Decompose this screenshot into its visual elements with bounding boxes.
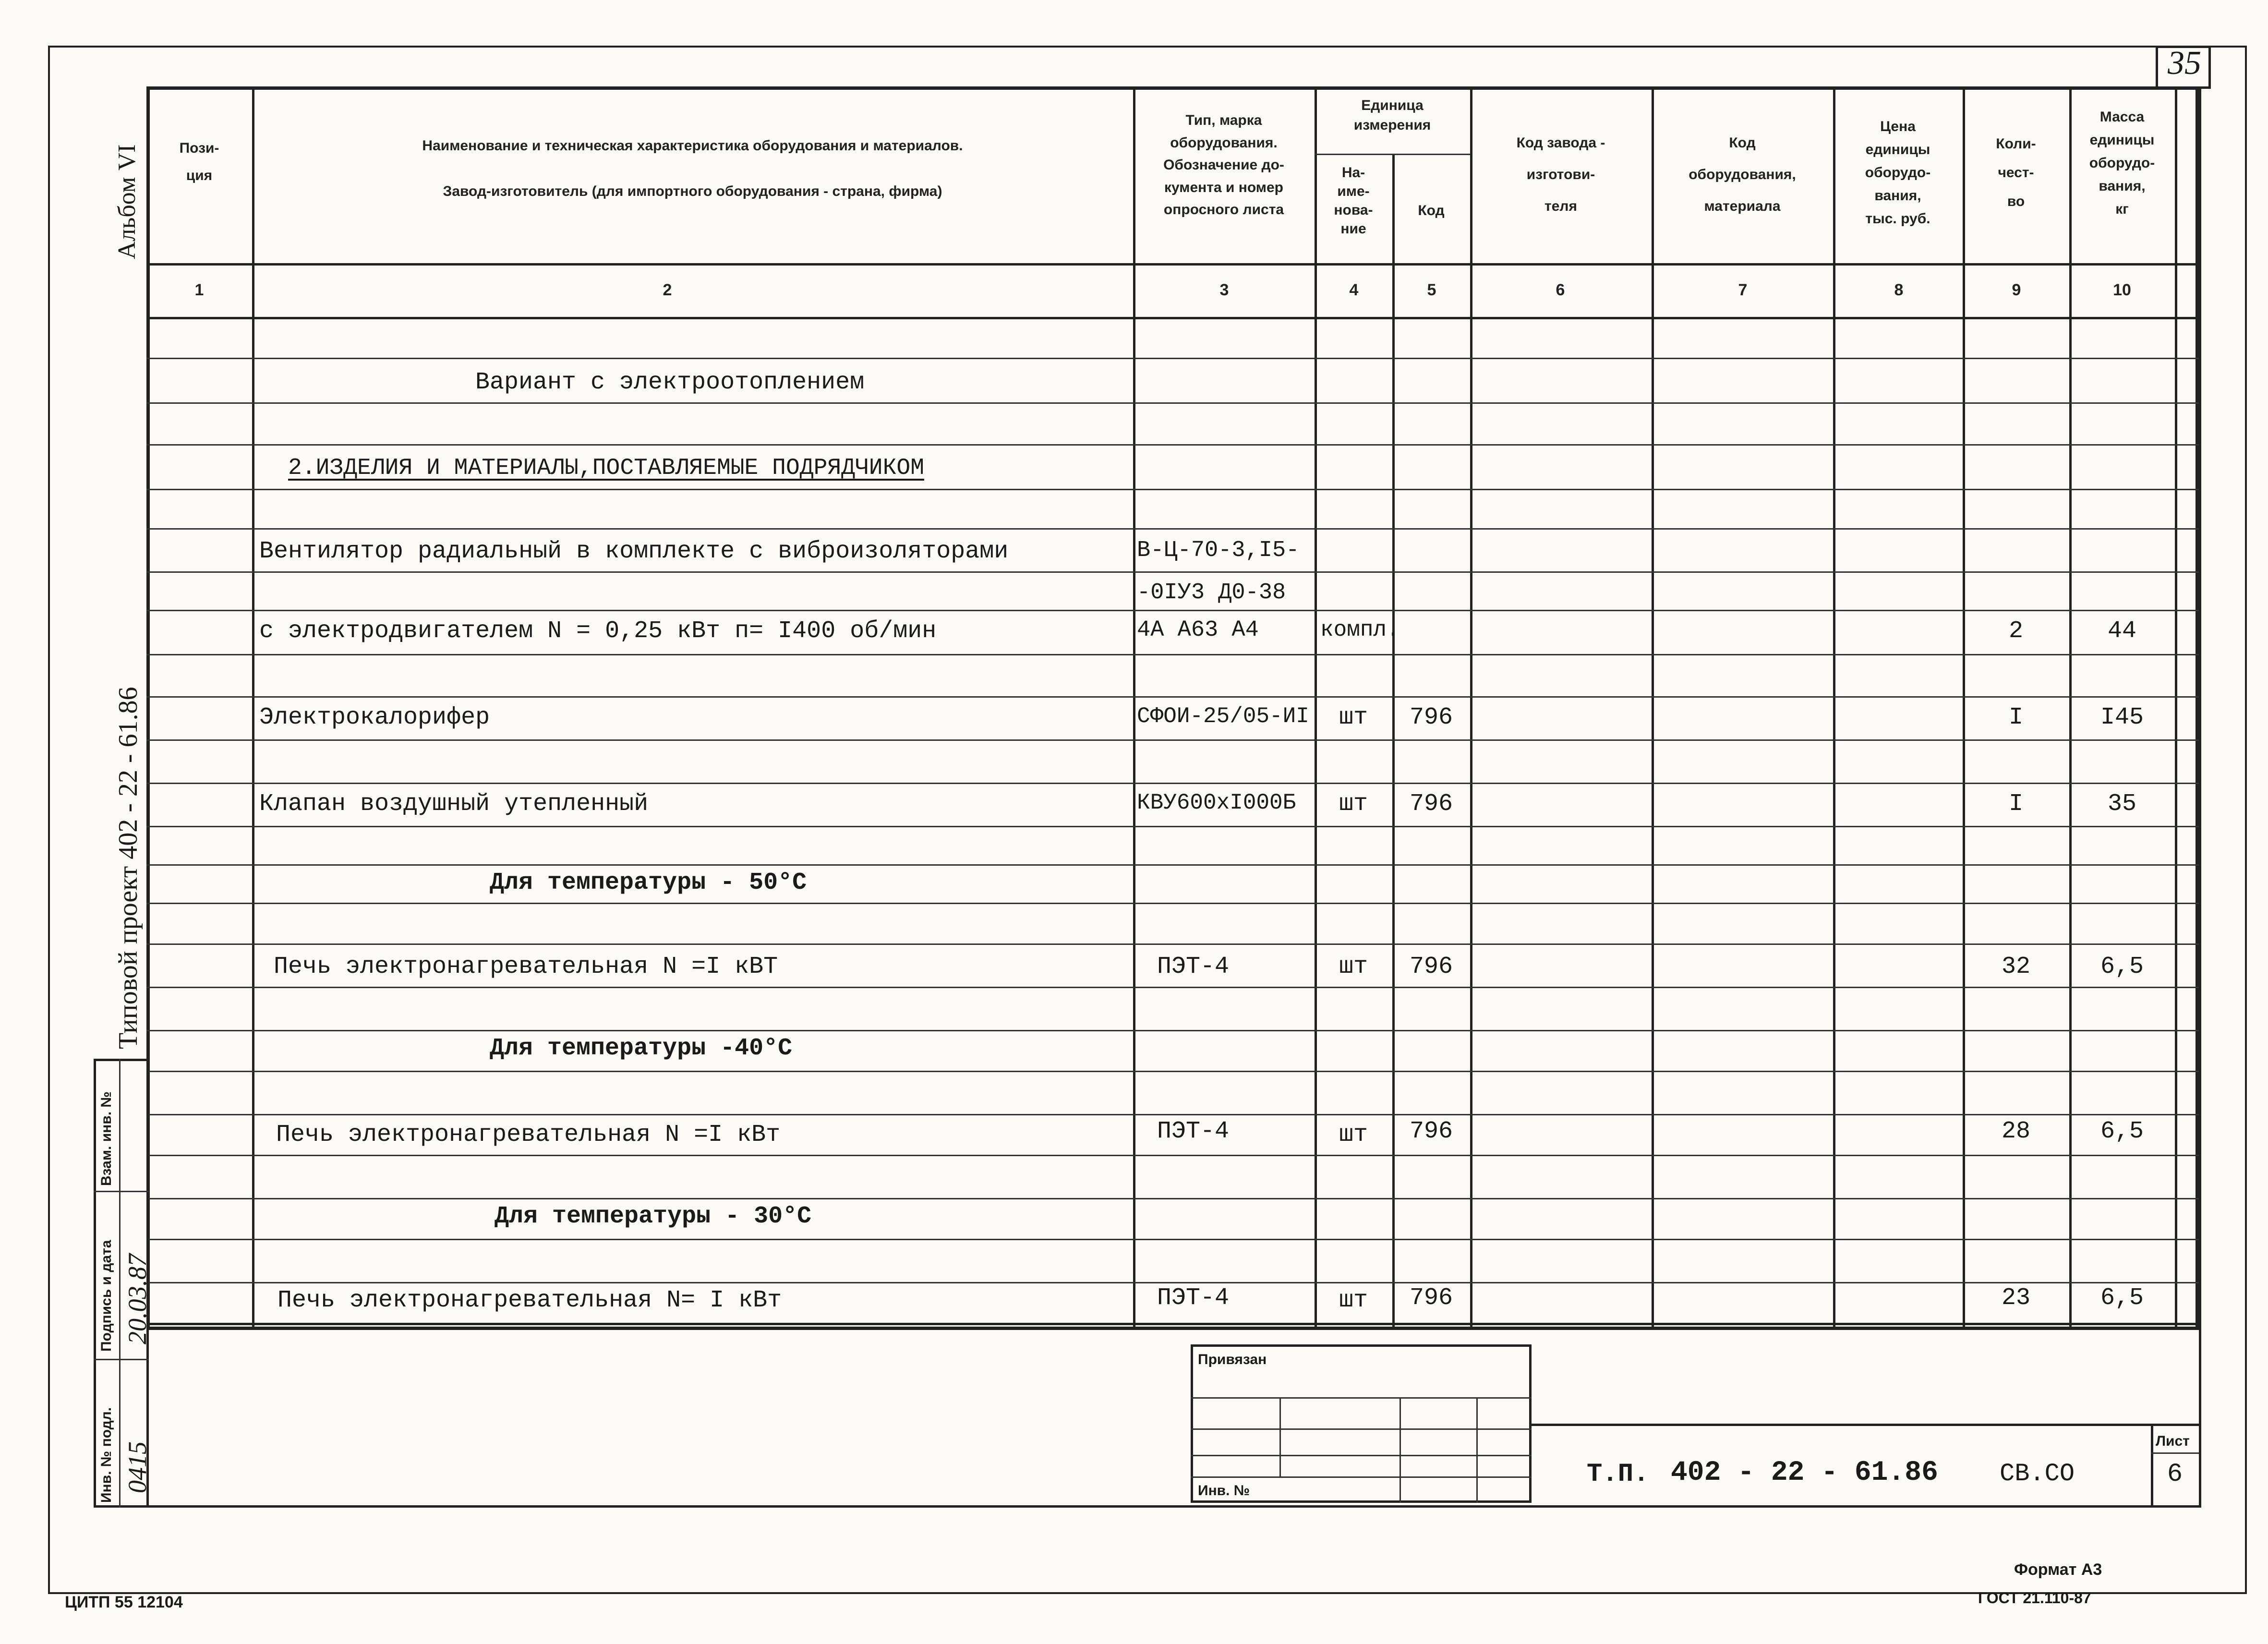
col-line	[1470, 86, 1472, 1330]
sheet-number: 6	[2167, 1460, 2183, 1489]
row-stove30-name: Печь электронагревательная N= I кВт	[277, 1287, 782, 1314]
col-number: 9	[2012, 281, 2021, 299]
column-number-divider	[146, 317, 2199, 319]
linked-stamp-line	[1191, 1476, 1532, 1478]
album-label: Альбом VI	[113, 144, 141, 259]
header-factory-code: Код завода - изготови- теля	[1516, 135, 1605, 214]
row-stove30-type: ПЭТ-4	[1157, 1284, 1230, 1312]
stamp-divider	[119, 1059, 121, 1508]
linked-stamp	[1191, 1344, 1532, 1503]
col-number: 6	[1556, 281, 1565, 299]
row-stove30-code: 796	[1409, 1284, 1453, 1312]
row-stove40-code: 796	[1409, 1118, 1453, 1145]
row-stove30-mass: 6,5	[2100, 1284, 2144, 1312]
stamp-label-sign: Подпись и дата	[98, 1240, 114, 1352]
header-type: Тип, марка оборудования. Обозначение до- кумента и номер опросного листа	[1163, 112, 1284, 218]
header-name-line1: Наименование и техническая характеристика оборудования и материалов.	[422, 138, 963, 154]
row-line	[146, 444, 2199, 446]
col-number: 3	[1219, 281, 1229, 299]
row-stove30-qty: 23	[2001, 1284, 2030, 1312]
form-right-line	[2199, 86, 2201, 1508]
row-stove50-name: Печь электронагревательная N =I кВТ	[274, 953, 778, 980]
row-line	[146, 783, 2199, 784]
temp-30-heading: Для температуры - 30°С	[495, 1203, 812, 1230]
doc-number: 402 - 22 - 61.86	[1671, 1457, 1938, 1488]
doc-code: СВ.СО	[2000, 1460, 2075, 1488]
row-line	[146, 1030, 2199, 1031]
stamp-label-inv: Инв. № подл.	[98, 1407, 114, 1503]
row-line	[146, 1155, 2199, 1156]
col-line	[1652, 86, 1654, 1330]
footer-gost: ГОСТ 21.110-87	[1978, 1589, 2091, 1607]
row-line	[146, 1114, 2199, 1115]
inv-number-label: Инв. №	[1198, 1483, 1250, 1499]
table-bottom-line	[146, 1323, 2199, 1325]
row-line	[146, 654, 2199, 655]
row-stove50-code: 796	[1409, 953, 1453, 980]
row-fan-type-cont: -0IУ3 Д0-38	[1137, 580, 1286, 605]
row-line	[146, 610, 2199, 611]
row-stove40-name: Печь электронагревательная N =I кВт	[276, 1121, 781, 1148]
row-line	[146, 739, 2199, 741]
row-valve-qty: I	[2008, 790, 2023, 818]
row-heater-code: 796	[1409, 704, 1453, 731]
row-stove40-mass: 6,5	[2100, 1118, 2144, 1145]
header-equipment-code: Код оборудования, материала	[1689, 135, 1796, 214]
header-position: Пози- ция	[179, 140, 219, 183]
section-heading: 2.ИЗДЕЛИЯ И МАТЕРИАЛЫ,ПОСТАВЛЯЕМЫЕ ПОДРЯДЧИКОМ	[288, 455, 925, 481]
header-mass: Масса единицы оборудо- вания, кг	[2089, 109, 2155, 217]
col-number: 8	[1894, 281, 1904, 299]
col-line	[252, 86, 254, 1330]
row-fan-name: Вентилятор радиальный в комплекте с виброизоляторами	[259, 538, 1009, 565]
row-line	[146, 358, 2199, 359]
row-stove40-unit: шт	[1339, 1121, 1368, 1148]
linked-stamp-line	[1191, 1428, 1532, 1430]
header-price: Цена единицы оборудо- вания, тыс. руб.	[1865, 119, 1931, 227]
row-stove50-qty: 32	[2001, 953, 2030, 980]
linked-stamp-col	[1476, 1397, 1478, 1503]
col-line	[1133, 86, 1135, 1330]
row-line	[146, 489, 2199, 490]
row-line	[146, 903, 2199, 904]
row-line	[146, 987, 2199, 988]
signature-date: 20.03.87	[123, 1254, 152, 1344]
row-valve-mass: 35	[2107, 790, 2136, 818]
stamp-label-replace: Взам. инв. №	[98, 1091, 114, 1186]
header-unit-name: На- име- нова- ние	[1334, 165, 1373, 237]
row-line	[146, 864, 2199, 866]
row-heater-qty: I	[2008, 704, 2023, 731]
header-unit-code: Код	[1418, 203, 1445, 218]
linked-stamp-line	[1191, 1397, 1532, 1399]
row-motor-type: 4А А63 А4	[1137, 617, 1259, 643]
row-stove40-qty: 28	[2001, 1118, 2030, 1145]
row-motor-name: с электродвигателем N = 0,25 кВт п= I400 об/мин	[259, 617, 937, 645]
footer-code: ЦИТП 55 12104	[65, 1593, 183, 1611]
header-divider	[146, 263, 2199, 266]
row-line	[146, 1239, 2199, 1240]
header-unit-group: Единица измерения	[1353, 97, 1431, 133]
inventory-value: 0415	[123, 1441, 152, 1493]
variant-heading: Вариант с электроотоплением	[475, 369, 865, 396]
row-heater-type: СФОИ-25/05-ИI	[1137, 704, 1309, 729]
corner-sheet-number: 35	[2168, 45, 2201, 82]
footer-format: Формат А3	[2014, 1560, 2102, 1579]
temp-40-heading: Для температуры -40°С	[490, 1035, 793, 1062]
row-line	[146, 402, 2199, 404]
col-number: 10	[2113, 281, 2131, 299]
row-motor-qty: 2	[2008, 617, 2023, 645]
doc-prefix: Т.П.	[1587, 1460, 1649, 1489]
row-heater-unit: шт	[1339, 704, 1368, 731]
header-name-line2: Завод-изготовитель (для импортного оборудования - страна, фирма)	[443, 183, 942, 199]
stamp-divider	[94, 1359, 149, 1360]
sheet-label-line	[2151, 1452, 2199, 1454]
col-line	[2175, 86, 2177, 1330]
linked-stamp-col	[1399, 1397, 1401, 1503]
col-line	[1833, 86, 1835, 1330]
header-quantity: Коли- чест- во	[1996, 136, 2036, 209]
row-line	[146, 1282, 2199, 1283]
row-line	[146, 826, 2199, 827]
linked-stamp-line	[1191, 1455, 1532, 1456]
row-valve-unit: шт	[1339, 790, 1368, 818]
row-line	[146, 696, 2199, 698]
col-number: 5	[1427, 281, 1436, 299]
row-stove40-type: ПЭТ-4	[1157, 1118, 1230, 1145]
col-line	[1392, 154, 1395, 1330]
row-stove50-type: ПЭТ-4	[1157, 953, 1230, 980]
temp-50-heading: Для температуры - 50°С	[490, 869, 807, 896]
unit-group-divider	[1315, 154, 1470, 155]
row-valve-code: 796	[1409, 790, 1453, 818]
row-stove50-unit: шт	[1339, 953, 1368, 980]
row-fan-type: В-Ц-70-3,I5-	[1137, 538, 1300, 563]
title-block-top	[1532, 1424, 2199, 1426]
sheet-label: Лист	[2156, 1433, 2190, 1449]
project-label: Типовой проект 402 - 22 - 61.86	[113, 687, 143, 1049]
linked-stamp-col	[1279, 1397, 1281, 1476]
row-line	[146, 571, 2199, 573]
row-line	[146, 1198, 2199, 1199]
linked-label: Привязан	[1198, 1352, 1267, 1367]
row-stove50-mass: 6,5	[2100, 953, 2144, 980]
row-line	[146, 943, 2199, 945]
row-motor-unit: компл.	[1320, 617, 1400, 642]
stamp-divider	[94, 1191, 149, 1192]
col-number: 2	[663, 281, 672, 299]
row-heater-name: Электрокалорифер	[259, 704, 490, 731]
row-heater-mass: I45	[2100, 704, 2144, 731]
row-valve-type: КВУ600хI000Б	[1137, 790, 1296, 815]
row-line	[146, 1071, 2199, 1072]
row-line	[146, 528, 2199, 530]
col-number: 1	[194, 281, 204, 299]
form-bottom-line	[146, 1505, 2199, 1508]
col-number: 7	[1738, 281, 1748, 299]
row-stove30-unit: шт	[1339, 1287, 1368, 1314]
col-number: 4	[1349, 281, 1359, 299]
row-motor-mass: 44	[2107, 617, 2136, 645]
row-valve-name: Клапан воздушный утепленный	[259, 790, 649, 818]
